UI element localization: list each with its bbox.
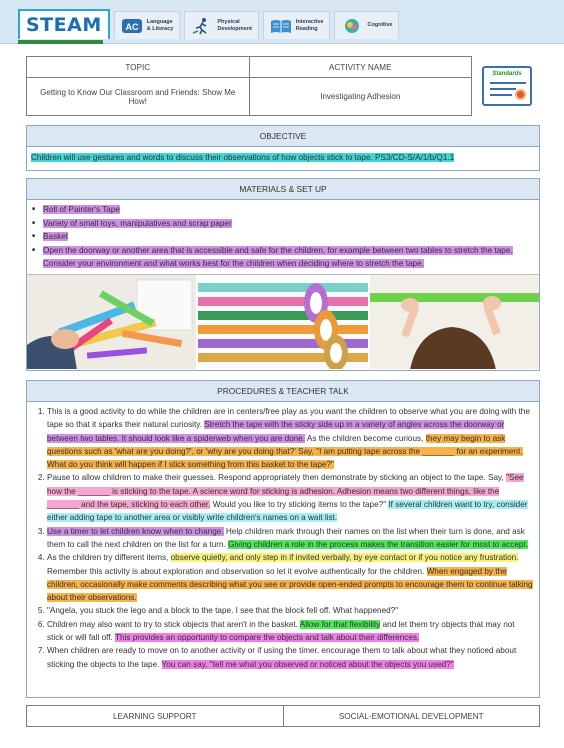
- materials-photos: [27, 274, 539, 369]
- book-icon: [270, 17, 292, 35]
- standards-label: Standards: [492, 71, 522, 77]
- list-item: 4. As the children try different items, observe quietly, and only step in if invited verbally, by eye contact or if you notice any frustration. Remember this activity is about exploration and observation so let it evolve authentically for the children. When engaged by the children, occasionally make comments describing what you see or provide open-ended prompts to encourage them to continue talking about their observations.: [47, 551, 533, 604]
- list-item: 6. Children may also want to try to stick objects that aren't in the basket. Allow for that flexibility and let them try objects that may not stick or will fall off. This provides an opportunity to compare the objects and talk about their differences.: [47, 618, 533, 645]
- tab-label-2: Development: [217, 25, 252, 32]
- svg-text:AC: AC: [125, 21, 139, 32]
- list-item: ■ Open the doorway or another area that is accessible and safe for the children, for example between two tables to stretch the tape. Consider your environment and what works best for the children when deciding where to stretch the tape.: [31, 244, 535, 271]
- brain-icon: [341, 17, 363, 35]
- list-item: 3. Use a timer to let children know when to change. Help children mark through their names on the list when their turn is done, and ask them to call the next children on the list for a turn. Giving children a role in the process makes the transition easier for most to accept.: [47, 525, 533, 552]
- header-band: [0, 0, 564, 44]
- learning-support-header: LEARNING SUPPORT: [112, 711, 197, 721]
- list-item: 5. "Angela, you stuck the lego and a block to the tape. I see that the block fell off. What happened?": [47, 604, 533, 617]
- activity-name-header: ACTIVITY NAME: [249, 57, 472, 77]
- steam-logo: STEAM: [26, 14, 102, 36]
- photo-washi-tape-rolls: [196, 275, 367, 369]
- objective-header: OBJECTIVE: [27, 126, 539, 147]
- topic-header: TOPIC: [125, 62, 151, 72]
- tab-language-literacy[interactable]: [114, 11, 181, 39]
- procedures-header: PROCEDURES & TEACHER TALK: [27, 381, 539, 402]
- objective-section: [26, 125, 540, 171]
- tab-physical-development[interactable]: [184, 11, 259, 39]
- materials-list: [31, 203, 535, 271]
- badge-line: [490, 82, 526, 84]
- tab-steam[interactable]: [18, 9, 110, 39]
- activity-name-value: Investigating Adhesion: [249, 78, 472, 115]
- materials-header: MATERIALS & SET UP: [27, 179, 539, 200]
- abc-icon: [121, 17, 143, 35]
- list-item: 2. Pause to allow children to make their guesses. Respond appropriately then demonstrate by sticking an object to the tape. Say, "See how the _______ is sticking to the tape. A science word for sticking is adhesion. Adhesion means two different things, like the _______ and the tape, sticking to each other. Would you like to try sticking items to the tape?" If several children want to try, consider either adding tape to another area or visibly write children's names on a wait list.: [47, 471, 533, 524]
- bottom-table: [26, 705, 540, 727]
- procedures-list: [31, 405, 533, 671]
- list-item: 1. This is a good activity to do while the children are in centers/free play as you want the children to observe what you are doing with the tape so that it sparks their natural curiosity. Stretch the tape with the sticky side up in a variety of angles across the doorway or between two tables. It should look like a spiderweb when you are done. As the children become curious, they may begin to ask questions such as 'what are you doing?', or 'why are you doing that?' Say, "I am putting tape across the _______ for an experiment. What do you think will happen if I stick something from this basket to the tape?": [47, 405, 533, 471]
- topic-value: Getting to Know Our Classroom and Friends: Show Me How!: [40, 87, 236, 106]
- tab-label-1: Interactive: [295, 19, 324, 26]
- badge-line: [490, 94, 512, 96]
- tab-label-2: & Literacy: [146, 25, 174, 32]
- tab-interactive-reading[interactable]: [263, 11, 331, 39]
- award-seal-icon: [515, 89, 526, 100]
- runner-icon: [191, 17, 213, 35]
- tab-label-2: Reading: [295, 25, 318, 32]
- photo-child-with-tape: [368, 275, 539, 369]
- tab-label-1: Physical: [217, 19, 240, 26]
- list-item: ■ Roll of Painter's Tape: [31, 203, 535, 217]
- tab-label-1: Cognitive: [367, 22, 393, 29]
- steam-underline: [18, 40, 103, 44]
- topic-table: [26, 56, 472, 116]
- list-item: ■ Basket: [31, 230, 535, 244]
- objective-text: Children will use gestures and words to discuss their observations of how objects stick to tape. PS3/CD-S/A/1/b/Q1.1: [31, 153, 455, 162]
- list-item: 7. When children are ready to move on to another activity or if using the timer, encourage them to talk about what they noticed about sticking the objects to the tape. You can say, "tell me what you observed or noticed about the objects you used?": [47, 644, 533, 671]
- social-emotional-header: SOCIAL-EMOTIONAL DEVELOPMENT: [283, 706, 540, 726]
- tab-label-1: Language: [146, 19, 173, 26]
- category-tabs: [18, 11, 399, 39]
- standards-badge[interactable]: [482, 66, 532, 106]
- materials-section: [26, 178, 540, 371]
- badge-line: [490, 88, 516, 90]
- tab-cognitive[interactable]: [334, 11, 399, 39]
- list-item: ■ Variety of small toys, manipulatives and scrap paper: [31, 217, 535, 231]
- photo-tape-crafts: [27, 275, 196, 369]
- procedures-section: [26, 380, 540, 698]
